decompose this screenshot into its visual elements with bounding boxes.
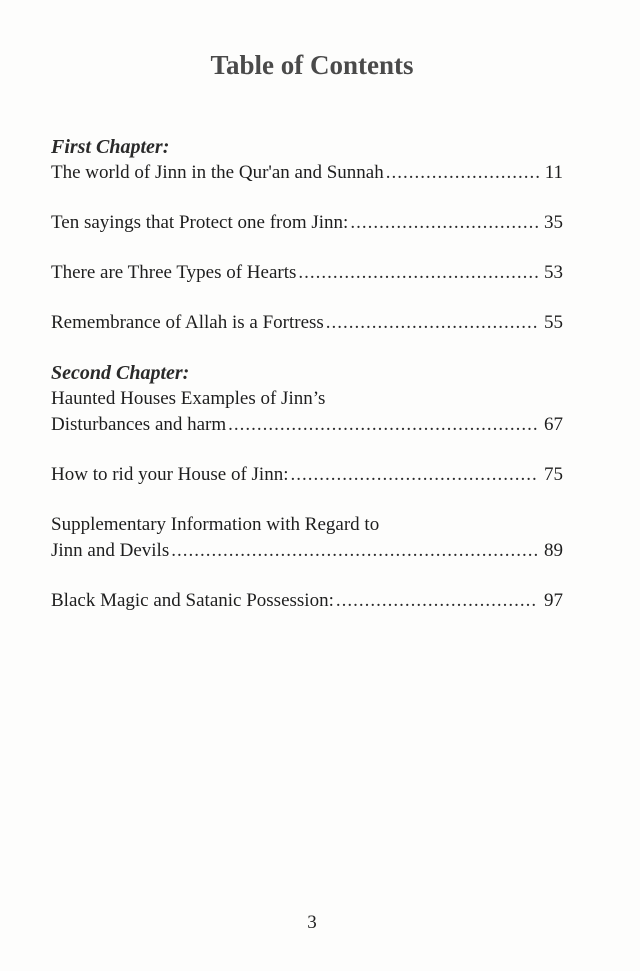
toc-entry[interactable]	[51, 160, 563, 186]
toc-entry-title: How to rid your House of Jinn:	[51, 464, 289, 485]
dot-leader	[171, 538, 538, 564]
toc-entry-page: 75	[544, 464, 563, 485]
toc-entry-page: 35	[544, 212, 563, 233]
toc-entry[interactable]	[51, 210, 563, 236]
toc-entry[interactable]	[51, 386, 563, 438]
toc-entry-title-line1: Supplementary Information with Regard to	[51, 514, 380, 535]
dot-leader	[386, 160, 539, 186]
dot-leader	[228, 412, 538, 438]
toc-entry-page: 89	[544, 540, 563, 561]
toc-entry-page: 11	[544, 162, 563, 183]
dot-leader	[336, 588, 538, 614]
toc-entry-page: 97	[544, 590, 563, 611]
table-of-contents	[51, 134, 563, 614]
chapter-heading-first: First Chapter:	[51, 136, 170, 158]
toc-entry-title: There are Three Types of Hearts	[51, 262, 297, 283]
dot-leader	[326, 310, 538, 336]
toc-entry-page: 55	[544, 312, 563, 333]
toc-entry[interactable]	[51, 260, 563, 286]
page-number: 3	[307, 912, 317, 933]
toc-entry-page: 67	[544, 414, 563, 435]
toc-entry-title: Remembrance of Allah is a Fortress	[51, 312, 324, 333]
toc-entry-title: Black Magic and Satanic Possession:	[51, 590, 334, 611]
toc-entry[interactable]	[51, 588, 563, 614]
dot-leader	[298, 260, 538, 286]
toc-entry[interactable]	[51, 310, 563, 336]
chapter-heading-second: Second Chapter:	[51, 362, 190, 384]
toc-entry-title-line1: Haunted Houses Examples of Jinn’s	[51, 388, 326, 409]
toc-entry-title: The world of Jinn in the Qur'an and Sunnah	[51, 162, 384, 183]
dot-leader	[290, 462, 538, 488]
page-title: Table of Contents	[210, 50, 414, 80]
toc-entry[interactable]	[51, 512, 563, 564]
dot-leader	[350, 210, 538, 236]
toc-entry[interactable]	[51, 462, 563, 488]
toc-entry-title: Disturbances and harm	[51, 414, 227, 435]
toc-entry-title: Ten sayings that Protect one from Jinn:	[51, 212, 349, 233]
toc-entry-page: 53	[544, 262, 563, 283]
toc-entry-title: Jinn and Devils	[51, 540, 170, 561]
